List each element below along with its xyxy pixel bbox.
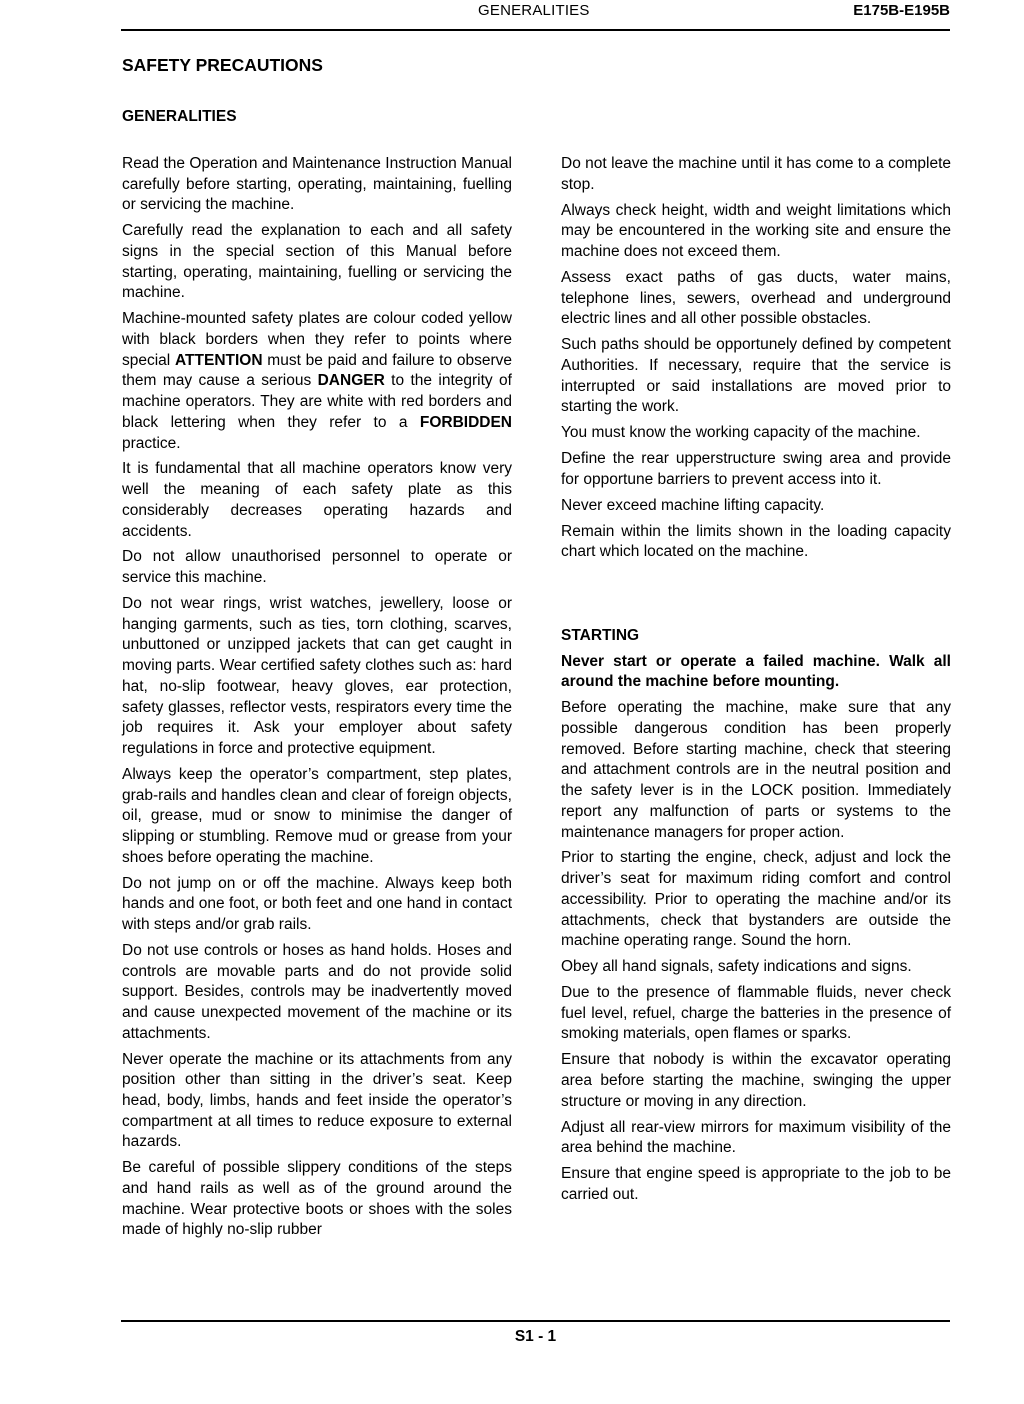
text-run: to the integrity of machine operators. They are white with red borders and black lettering when they refer to a (122, 372, 512, 431)
paragraph: Ensure that engine speed is appropriate to the job to be carried out. (561, 1165, 951, 1203)
attention-keyword: ATTENTION (175, 351, 263, 369)
paragraph: Do not leave the machine until it has come to a complete stop. (561, 155, 951, 193)
paragraph: Due to the presence of flammable fluids, never check fuel level, refuel, charge the batteries in the presence of smoking materials, open flames or sparks. (561, 984, 951, 1043)
text-run: practice. (122, 434, 181, 452)
paragraph: Never exceed machine lifting capacity. (561, 496, 825, 514)
paragraph: Such paths should be opportunely defined by competent Authorities. If necessary, require that the service is interrupted or said installations are moved prior to starting the work. (561, 336, 951, 416)
starting-lead-warning: Never start or operate a failed machine. Walk all around the machine before mounting. (561, 652, 951, 691)
right-column (561, 154, 951, 568)
forbidden-keyword: FORBIDDEN (419, 413, 512, 431)
paragraph: Read the Operation and Maintenance Instruction Manual carefully before starting, operating, maintaining, fuelling or servicing the machine. (122, 155, 512, 214)
page-header (121, 0, 950, 31)
left-column (122, 154, 512, 1246)
paragraph-safety-plates (122, 309, 512, 454)
paragraph: Ensure that nobody is within the excavator operating area before starting the machine, swinging the upper structure or moving in any direction. (561, 1051, 951, 1110)
section-subtitle: GENERALITIES (122, 108, 237, 125)
paragraph: Carefully read the explanation to each and all safety signs in the special section of this Manual before starting, operating, maintaining, fuelling or servicing the machine. (122, 222, 512, 302)
paragraph: Do not use controls or hoses as hand holds. Hoses and controls are movable parts and do not provide solid support. Besides, controls may be inadvertently moved and cause unexpected movement of the machine or its attachments. (122, 941, 512, 1042)
paragraph: Do not allow unauthorised personnel to operate or service this machine. (122, 548, 512, 587)
paragraph: You must know the working capacity of the machine. (561, 424, 921, 442)
paragraph: Prior to starting the engine, check, adjust and lock the driver’s seat for maximum riding comfort and control accessibility. Prior to operating the machine and/or its attachments, check that bystanders are outside the machine operating range. Sound the horn. (561, 849, 951, 950)
paragraph: Remain within the limits shown in the loading capacity chart which located on the machine. (561, 522, 951, 561)
page-number: S1 - 1 (514, 1328, 557, 1345)
paragraph: Never operate the machine or its attachments from any position other than sitting in the driver’s seat. Keep head, body, limbs, hands and feet inside the operator’s compartment at all times to reduce exposure to external hazards. (122, 1050, 512, 1151)
danger-keyword: DANGER (317, 372, 385, 390)
paragraph: Define the rear upperstructure swing area and provide for opportune barriers to prevent access into it. (561, 450, 951, 488)
header-model-number: E175B-E195B (853, 2, 950, 19)
paragraph: Adjust all rear-view mirrors for maximum visibility of the area behind the machine. (561, 1118, 951, 1157)
paragraph: Always check height, width and weight limitations which may be encountered in the working site and ensure the machine does not exceed them. (561, 201, 951, 260)
paragraph: Be careful of possible slippery conditions of the steps and hand rails as well as of the ground around the machine. Wear protective boots or shoes with the soles made of highly no-slip rubber (122, 1159, 512, 1239)
starting-section (561, 626, 951, 1211)
paragraph: Do not wear rings, wrist watches, jewellery, loose or hanging garments, such as ties, torn clothing, scarves, unbuttoned or unzipped jackets that can get caught in moving parts. Wear certified safety clothes such as: hard hat, no-slip footwear, heavy gloves, ear protection, safety glasses, reflector vests, respirators every time the job requires it. Ask your employer about safety regulations in force and protective equipment. (122, 595, 512, 757)
page-title: SAFETY PRECAUTIONS (122, 55, 323, 75)
header-section-name: GENERALITIES (478, 2, 590, 19)
paragraph: It is fundamental that all machine operators know very well the meaning of each safety plate as this considerably decreases operating hazards and accidents. (122, 460, 512, 540)
starting-heading: STARTING (561, 627, 640, 644)
text-run: must be paid and failure to observe them may cause a serious (122, 351, 512, 390)
paragraph: Always keep the operator’s compartment, step plates, grab-rails and handles clean and clear of foreign objects, oil, grease, mud or snow to minimise the danger of slipping or stumbling. Remove mud or grease from your shoes before operating the machine. (122, 765, 512, 866)
paragraph: Before operating the machine, make sure that any possible dangerous condition has been properly removed. Before starting machine, check that steering and attachment controls are in the neutral position and the safety lever is in the LOCK position. Immediately report any malfunction of parts or systems to the maintenance managers for proper action. (561, 699, 951, 841)
text-run: Machine-mounted safety plates are colour coded yellow with black borders when they refer to points where special (122, 310, 512, 369)
page-footer (121, 1320, 950, 1352)
paragraph: Assess exact paths of gas ducts, water mains, telephone lines, sewers, overhead and underground electric lines and all other possible obstacles. (561, 268, 951, 328)
paragraph: Do not jump on or off the machine. Always keep both hands and one foot, or both feet and one hand in contact with steps and/or grab rails. (122, 874, 512, 933)
paragraph: Obey all hand signals, safety indications and signs. (561, 958, 912, 976)
